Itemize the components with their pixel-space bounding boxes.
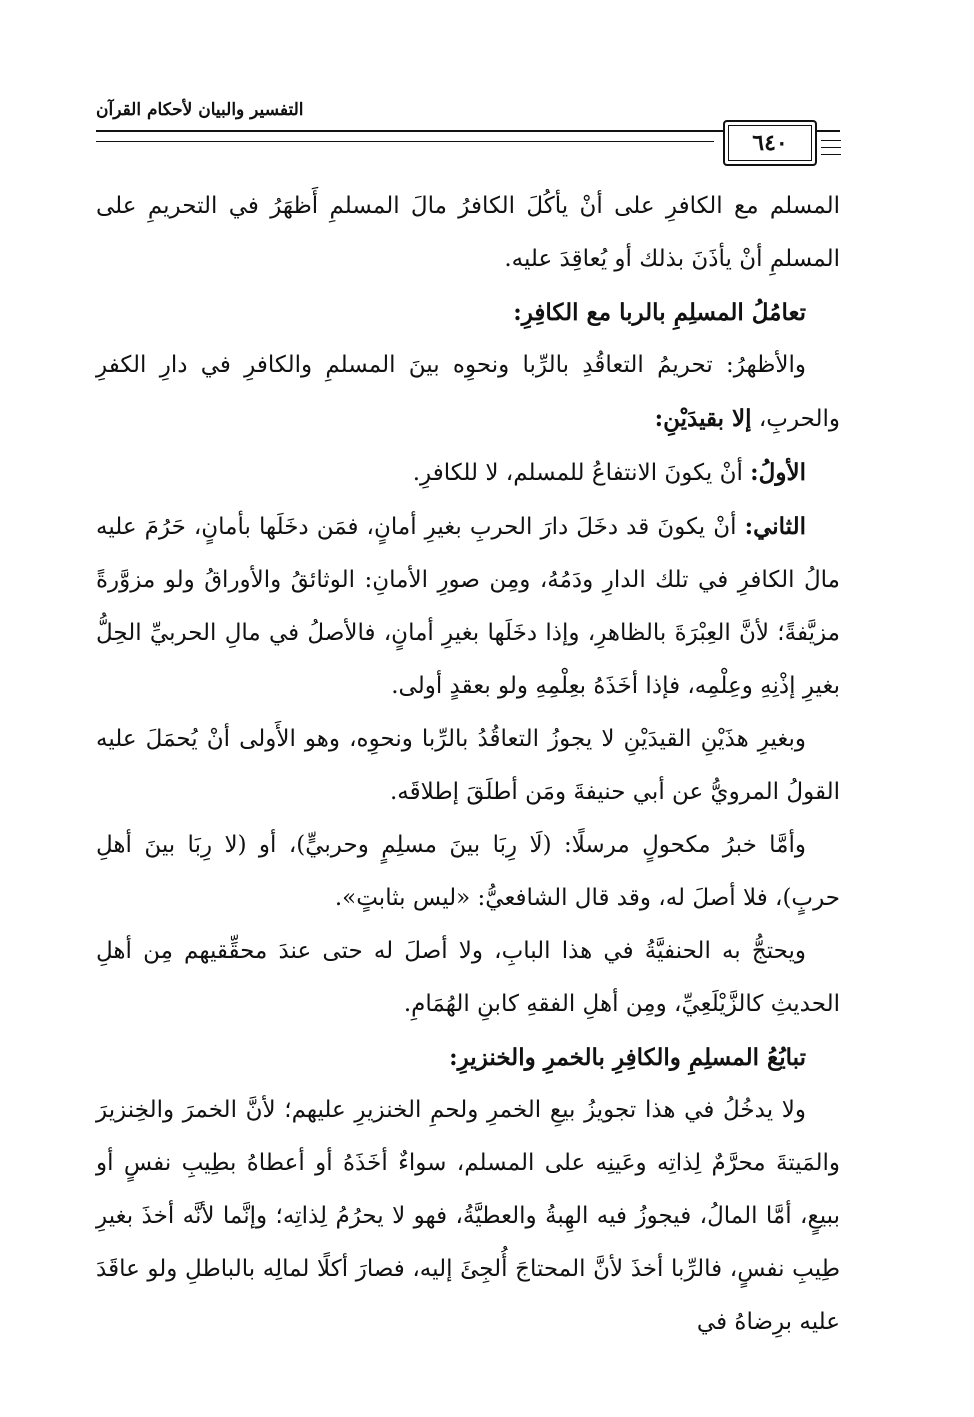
page-header (96, 92, 840, 162)
body-text (96, 180, 840, 1349)
paragraph-text: أنْ يكونَ الانتفاعُ للمسلم، لا للكافرِ. (412, 460, 743, 486)
paragraph: المسلم مع الكافرِ على أنْ يأكُلَ الكافرُ مالَ المسلمِ أَظهَرُ في التحريمِ على المسلمِ أنْ يأذَنَ بذلك أو يُعاقِدَ عليه. (96, 193, 840, 272)
section-heading: تبايُعُ المسلِمِ والكافِرِ بالخمرِ والخنزيرِ: (449, 1044, 806, 1071)
paragraph (96, 446, 840, 500)
section-heading: تعامُلُ المسلِمِ بالربا مع الكافِرِ: (513, 299, 806, 326)
paragraph-text: والأظهرُ: تحريمُ التعاقُدِ بالرِّبا ونحوِه بينَ المسلمِ والكافرِ في دارِ الكفرِ والحربِ، (96, 352, 840, 432)
item-label: الثاني: (744, 513, 806, 540)
paragraph: ولا يدخُلُ في هذا تجويزُ بيعِ الخمرِ ولحمِ الخنزيرِ عليهم؛ لأنَّ الخمرَ والخِنزيرَ والمَيتةَ محرَّمٌ لِذاتِه وعَينِه على المسلم، سواءٌ أخَذَهُ أو أعطاهُ بطِيبِ نفسٍ أو ببيعٍ، أمَّا المالُ، فيجوزُ فيه الهِبةُ والعطيَّةُ، فهو لا يحرُمُ لِذاتِه؛ وإنَّما لأنَّه أخذَ بغيرِ طِيبِ نفسٍ، فالرِّبا أخذَ لأنَّ المحتاجَ أُلجِئَ إليه، فصارَ أكلًا لمالِه بالباطلِ ولو عاقَدَ عليه برِضاهُ في (96, 1097, 840, 1335)
paragraph: وبغيرِ هذَيْنِ القيدَيْنِ لا يجوزُ التعاقُدُ بالرِّبا ونحوِه، وهو الأَولى أنْ يُحمَلَ عليه القولُ المرويُّ عن أبي حنيفةَ ومَن أطلَقَ إطلاقَه. (96, 726, 840, 805)
paragraph: وأمَّا خبرُ مكحولٍ مرسلًا: (لَا رِبَا بينَ مسلِمٍ وحربيٍّ)، أو (لا رِبَا بينَ أهلِ حربٍ)، فلا أصلَ له، وقد قال الشافعيُّ: «ليس بثابتٍ». (96, 832, 840, 911)
book-title: التفسير والبيان لأحكام القرآن (96, 100, 304, 120)
header-ornament-left (96, 136, 714, 142)
header-ornament-right (821, 134, 841, 155)
paragraph (96, 500, 840, 713)
paragraph (96, 339, 840, 446)
page-number-frame (723, 120, 817, 166)
paragraph-text: أنْ يكونَ قد دخَلَ دارَ الحربِ بغيرِ أمانٍ، فمَن دخَلَها بأمانٍ، حَرُمَ عليه مالُ الكافرِ في تلك الدارِ ودَمُهُ، ومِن صورِ الأمانِ: الوثائقُ والأوراقُ ولو مزوَّرةً مزيَّفةً؛ لأنَّ العِبْرَةَ بالظاهرِ، وإذا دخَلَها بغيرِ أمانٍ، فالأصلُ في مالِ الحربيِّ الحِلُّ بغيرِ إذْنِهِ وعِلْمِه، فإذا أخَذَهُ بعِلْمِهِ ولو بعقدٍ أولى. (96, 514, 840, 699)
paragraph: ويحتجُّ به الحنفيَّةُ في هذا البابِ، ولا أصلَ له حتى عندَ محقِّقيهم مِن أهلِ الحديثِ كالزَّيْلَعِيِّ، ومِن أهلِ الفقهِ كابنِ الهُمَامِ. (96, 938, 840, 1017)
page-number: ٦٤٠ (752, 130, 788, 156)
item-label: الأولُ: (750, 459, 806, 486)
bold-phrase: إلا بقيدَيْنِ: (654, 405, 752, 432)
